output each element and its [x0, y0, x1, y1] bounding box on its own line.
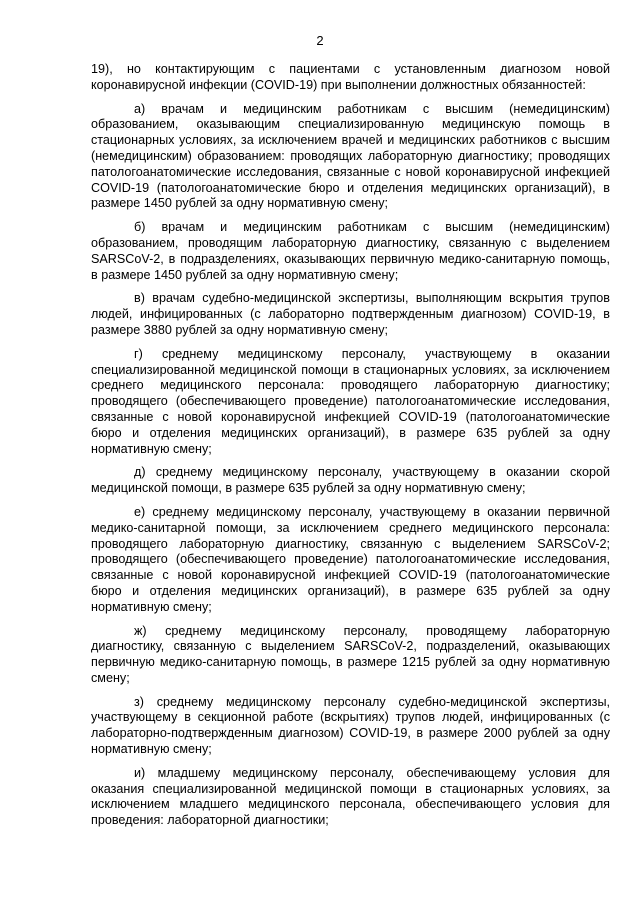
paragraph-item-a: а) врачам и медицинским работникам с высшим (немедицинским) образованием, оказывающим специализированную медицинскую помощь в стационарных условиях, за исключением врачей и медицинских работников с высшим (немедицинским) образованием: проводящих лабораторную диагностику; проводящих патологоанатомические исследования, связанные с новой коронавирусной инфекцией COVID-19 (патологоанатомические бюро и отделения медицинских организаций), в размере 1450 рублей за одну нормативную смену;	[91, 101, 610, 211]
page-number: 2	[316, 33, 324, 48]
paragraph-item-e: е) среднему медицинскому персоналу, участвующему в оказании первичной медико-санитарной помощи, за исключением среднего медицинского персонала: проводящего лабораторную диагностику, связанную с выделением SARSCoV-2; проводящего (обеспечивающего проведение) патологоанатомические исследования, связанные с новой коронавирусной инфекцией COVID-19 (патологоанатомические бюро и отделения медицинских организаций), в размере 635 рублей за одну нормативную смену;	[91, 504, 610, 614]
paragraph-item-b: б) врачам и медицинским работникам с высшим (немедицинским) образованием, проводящим лабораторную диагностику, связанную с выделением SARSCoV-2, в подразделениях, оказывающих первичную медико-санитарную помощь, в размере 1450 рублей за одну нормативную смену;	[91, 220, 610, 282]
paragraph-item-d: д) среднему медицинскому персоналу, участвующему в оказании скорой медицинской помощи, в размере 635 рублей за одну нормативную смену;	[91, 465, 610, 496]
paragraph-item-i: и) младшему медицинскому персоналу, обеспечивающему условия для оказания специализированной медицинской помощи в стационарных условиях, за исключением младшего медицинского персонала, обеспечивающего условия для проведения: лабораторной диагностики;	[91, 765, 610, 828]
paragraph-item-v: в) врачам судебно-медицинской экспертизы, выполняющим вскрытия трупов людей, инфицированных (с лабораторно подтвержденным диагнозом) COVID-19, в размере 3880 рублей за одну нормативную смену;	[91, 291, 610, 337]
document-body	[91, 62, 610, 837]
paragraph-item-g: г) среднему медицинскому персоналу, участвующему в оказании специализированной медицинской помощи в стационарных условиях, за исключением среднего медицинского персонала: проводящего лабораторную диагностику; проводящего (обеспечивающего проведение) патологоанатомические исследования, связанные с новой коронавирусной инфекцией COVID-19 (патологоанатомические бюро и отделения медицинских организаций), в размере 635 рублей за одну нормативную смену;	[91, 346, 610, 456]
paragraph-item-z: з) среднему медицинскому персоналу судебно-медицинской экспертизы, участвующему в секционной работе (вскрытиях) трупов людей, инфицированных (с лабораторно-подтвержденным диагнозом) COVID-19, в размере 2000 рублей за одну нормативную смену;	[91, 694, 610, 757]
paragraph-continuation: 19), но контактирующим с пациентами с установленным диагнозом новой коронавирусной инфекции (COVID-19) при выполнении должностных обязанностей:	[91, 62, 610, 92]
paragraph-item-zh: ж) среднему медицинскому персоналу, проводящему лабораторную диагностику, связанную с выделением SARSCoV-2, подразделений, оказывающих первичную медико-санитарную помощь, в размере 1215 рублей за одну нормативную смену;	[91, 623, 610, 685]
